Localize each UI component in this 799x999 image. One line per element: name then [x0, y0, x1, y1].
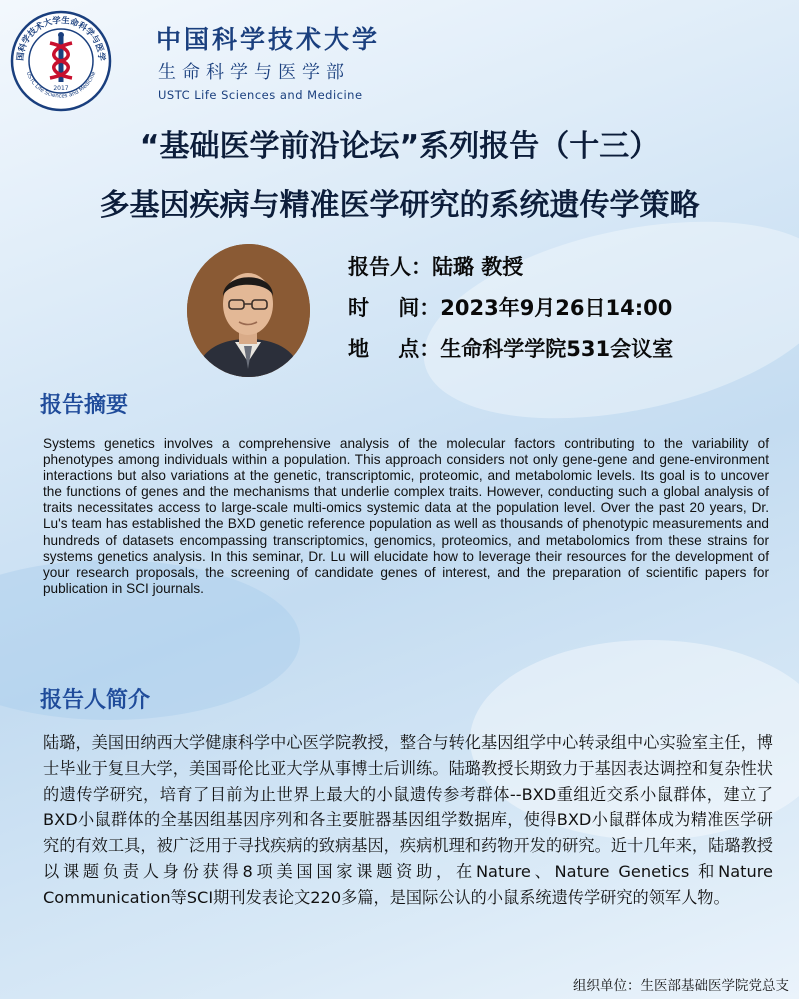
- university-name: 中国科学技术大学: [156, 25, 381, 54]
- bio-heading: 报告人简介: [40, 688, 151, 713]
- logo-ring-text-en: USTC Life Sciences and Medicine: [24, 70, 98, 100]
- ustc-seal-icon: [10, 10, 112, 112]
- speaker-name: 报告人：陆璐 教授: [348, 255, 524, 279]
- department-name-en: USTC Life Sciences and Medicine: [158, 88, 363, 102]
- department-name: 生命科学与医学部: [158, 62, 350, 83]
- talk-location: 地 点：生命科学学院531会议室: [348, 337, 674, 361]
- talk-time: 时 间：2023年9月26日14:00: [348, 296, 673, 320]
- bio-text: 陆璐，美国田纳西大学健康科学中心医学院教授，整合与转化基因组学中心转录组中心实验室主任，博士毕业于复旦大学，美国哥伦比亚大学从事博士后训练。陆璐教授长期致力于基因表达调控和复杂性状的遗传学研究，培育了目前为止世界上最大的小鼠遗传参考群体--BXD重组近交系小鼠群体，建立了BXD小鼠群体的全基因组基因序列和各主要脏器基因组学数据库，使得BXD小鼠群体成为精准医学研究的有效工具，被广泛用于寻找疾病的致病基因，疾病机理和药物开发的研究。近十几年来，陆璐教授以课题负责人身份获得8项美国国家课题资助，在Nature、Nature Genetics 和Nature Communication等SCI期刊发表论文220多篇，是国际公认的小鼠系统遗传学研究的领军人物。: [43, 733, 773, 907]
- organizer: 组织单位：生医部基础医学院党总支: [573, 978, 789, 994]
- speaker-photo: [187, 244, 310, 377]
- logo-year: 2017: [53, 85, 69, 92]
- talk-title: 多基因疾病与精准医学研究的系统遗传学策略: [99, 188, 700, 223]
- abstract-heading: 报告摘要: [40, 393, 129, 418]
- logo-ring-text: 国科学技术大学生命科学与医学: [15, 15, 107, 62]
- abstract-text: Systems genetics involves a comprehensive analysis of the molecular factors contributing to the variability of phenotypes among individuals within a population. This approach considers not only gene-gene and gene-environment interactions but also variations at the genetic, transcriptomic, proteomic, and metabolomic levels. Its goal is to uncover the functions of genes and the mechanisms that underlie complex traits. However, conducting such a global analysis of traits necessitates access to large-scale multi-omics systemic data at the population level. Over the past 20 years, Dr. Lu's team has established the BXD genetic reference population as well as thousands of phenotypic measurements and hundreds of datasets encompassing transcriptomics, genomics, proteomics, and metabolomics from these strains for systems genetics analysis. In this seminar, Dr. Lu will elucidate how to leverage their resources for the development of your research proposals, the screening of candidate genes of interest, and the preparation of scientific papers for publication in SCI journals.: [43, 436, 769, 596]
- series-title: “基础医学前沿论坛”系列报告（十三）: [139, 129, 660, 164]
